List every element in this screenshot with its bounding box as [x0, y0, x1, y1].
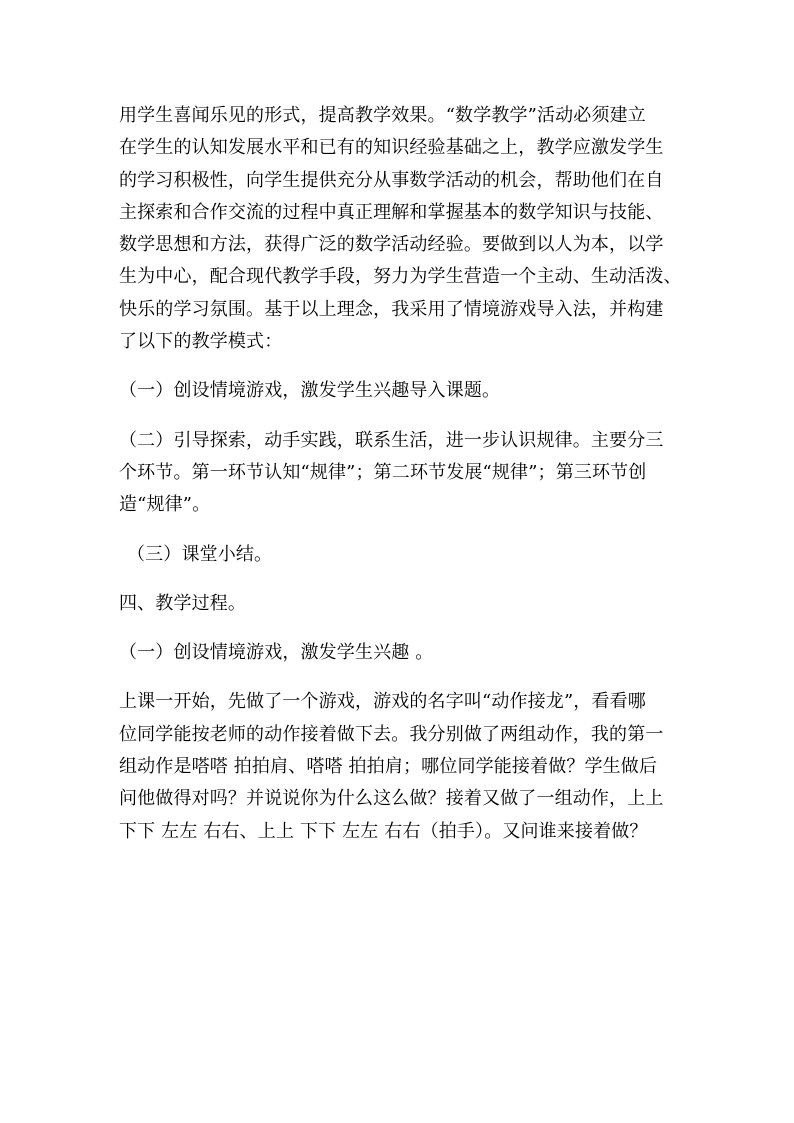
section-heading: 四、教学过程。	[119, 592, 247, 614]
text-line: 的学习积极性，向学生提供充分从事数学活动的机会，帮助他们在自	[119, 169, 664, 191]
paragraph-teaching-philosophy	[119, 100, 684, 358]
text-line: 用学生喜闻乐见的形式，提高教学效果。“数学教学”活动必须建立	[119, 105, 646, 126]
text-line: 个环节。第一环节认知“规律”；第二环节发展“规律”；第三环节创	[119, 461, 647, 483]
text-line: （一）创设情境游戏，激发学生兴趣导入课题。	[119, 380, 501, 402]
paragraph-spacing	[119, 408, 684, 425]
text-line: 主探索和合作交流的过程中真正理解和掌握基本的数学知识与技能、	[119, 201, 664, 223]
text-line: 上课一开始，先做了一个游戏，游戏的名字叫“动作接龙”，看看哪	[119, 691, 646, 713]
paragraph-step-one	[119, 375, 684, 407]
text-line: 快乐的学习氛围。基于以上理念，我采用了情境游戏导入法，并构建	[119, 298, 664, 320]
text-line: 数学思想和方法，获得广泛的数学活动经验。要做到以人为本，以学	[119, 234, 664, 256]
text-line: 了以下的教学模式：	[119, 331, 283, 353]
paragraph-spacing	[119, 620, 684, 637]
paragraph-step-two	[119, 425, 684, 522]
paragraph-game-description	[119, 686, 684, 847]
subsection-heading: （一）创设情境游戏，激发学生兴趣 。	[119, 642, 434, 664]
paragraph-spacing	[119, 522, 684, 539]
text-line: 组动作是嗒嗒 拍拍肩、嗒嗒 拍拍肩；哪位同学能接着做？学生做后	[119, 756, 658, 778]
document-body	[119, 100, 684, 848]
text-line: 位同学能按老师的动作接着做下去。我分别做了两组动作，我的第一	[119, 723, 664, 745]
paragraph-step-three	[119, 539, 684, 571]
section-heading-teaching-process	[119, 588, 684, 620]
subsection-heading-game	[119, 637, 684, 669]
text-line: 生为中心，配合现代教学手段，努力为学生营造一个主动、生动活泼、	[119, 266, 682, 288]
text-line: 问他做得对吗？并说说你为什么这么做？接着又做了一组动作，上上	[119, 788, 664, 810]
paragraph-spacing	[119, 571, 684, 588]
text-line: （二）引导探索，动手实践，联系生活，进一步认识规律。主要分三	[119, 429, 664, 451]
text-line: 在学生的认知发展水平和已有的知识经验基础之上，教学应激发学生	[119, 137, 664, 159]
paragraph-spacing	[119, 358, 684, 375]
text-line: 下下 左左 右右、上上 下下 左左 右右（拍手）。又问谁来接着做？	[119, 820, 648, 842]
text-line: （三）课堂小结。	[127, 543, 273, 565]
paragraph-spacing	[119, 669, 684, 686]
text-line: 造“规律”。	[119, 494, 211, 516]
